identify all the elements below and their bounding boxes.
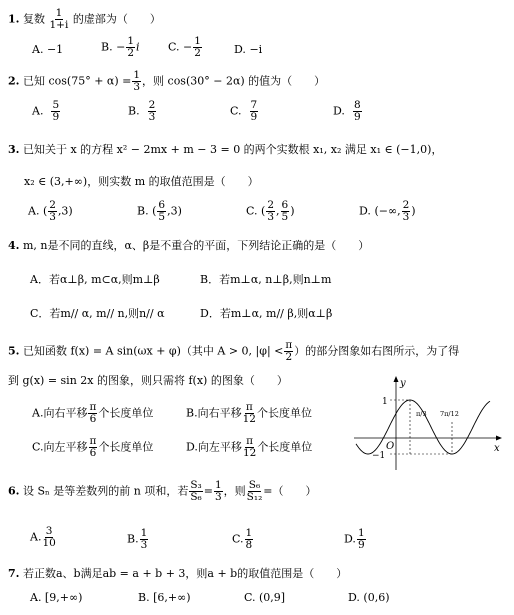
question-7-text: 若正数a、b满足ab = a + b + 3，则a + b的取值范围是（ ） [22,567,348,580]
q4-option-d: D．若m⊥α, m// β,则α⊥β [200,307,333,320]
q5-option-c: C.向左平移 $\frac{\pi}{6}$ 个长度单位 [32,435,154,460]
question-1-text-a: 复数 [22,12,45,26]
sine-curve [356,400,490,454]
x-axis-arrow [496,436,502,441]
q5-option-b: B.向右平移 $\frac{\pi}{12}$ 个长度单位 [186,401,312,426]
q2-option-a: A. $\frac{5}{9}$ [32,99,60,124]
question-5-stem: 5. 已知函数 f(x) = A sin(ωx + φ)（其中 A > 0, |φ| < $\frac{\pi}{2}$ ）的部分图象如右图所示，为了得 [8,339,460,364]
question-3-text: 已知关于 x 的方程 x² − 2mx + m − 3 = 0 的两个实数根 x₁, x₂ 满足 x₁ ∈ (−1,0)， [22,143,443,156]
q6-option-c: C. $\frac{1}{8}$ [232,527,253,552]
q4-option-a: A．若α⊥β, m⊂α,则m⊥β [30,273,160,286]
question-5-stem-line2: 到 g(x) = sin 2x 的图象，则只需将 f(x) 的图象（ ） [8,374,288,387]
question-3-number: 3. [8,143,20,156]
q6-option-a: A. $\frac{3}{10}$ [30,525,56,550]
q3-option-b: B. ( $\frac{6}{5}$ ,3) [137,199,182,224]
question-1-stem [8,8,161,31]
q1-option-b: B. − $\frac{1}{2}$ i [101,35,140,60]
q1-option-d: D. −i [234,43,263,56]
q2-option-b: B. $\frac{2}{3}$ [128,99,156,124]
sine-graph [350,372,508,472]
tick-label-7pi-12: 7π/12 [440,410,459,418]
q3-option-c: C. ( $\frac{2}{3}$ , $\frac{6}{5}$ ) [246,199,295,224]
question-6-stem: 6. 设 Sₙ 是等差数列的前 n 项和，若 $\frac{\text{S₃}}{\text{S₆}}$ = $\frac{1}{3}$ ，则 $\frac{\text{S₆}}{\text{S₁₂}}$ =（ ） [8,479,317,504]
q3-option-a: A. ( $\frac{2}{3}$ ,3) [28,199,73,224]
question-6-text-a: 设 Sₙ 是等差数列的前 n 项和，若 [22,484,189,498]
x-axis-label: x [494,443,500,454]
q6-option-d: D. $\frac{1}{9}$ [344,527,365,552]
q2-option-c: C. $\frac{7}{9}$ [230,99,258,124]
q5-option-a: A.向右平移 $\frac{\pi}{6}$ 个长度单位 [32,401,154,426]
question-1-text-b: 的虚部为（ ） [72,12,161,26]
q1-option-a: A. −1 [32,43,64,56]
fraction-numerator: 1 [55,7,63,19]
q7-option-d: D. (0,6) [348,591,390,604]
q4-option-b: B．若m⊥α, n⊥β,则n⊥m [200,273,332,286]
q4-option-c: C．若m// α, m// n,则n// α [30,307,165,320]
tick-label-one: 1 [382,397,388,407]
q7-option-b: B. [6,+∞) [138,591,191,604]
fraction-denominator: 1+i [49,19,69,32]
question-6-number: 6. [8,484,20,498]
question-4-stem [8,240,369,251]
question-5-text-b: ）的部分图象如右图所示，为了得 [294,344,460,358]
q3-option-d: D. (−∞, $\frac{2}{3}$ ) [359,199,416,224]
q5-option-d: D.向左平移 $\frac{\pi}{12}$ 个长度单位 [186,435,313,460]
question-1-fraction [49,8,68,31]
q6-option-b: B. $\frac{1}{3}$ [127,527,148,552]
y-axis-arrow [394,376,399,382]
q7-option-c: C. (0,9] [244,591,286,604]
y-axis-label: y [400,378,406,389]
question-5-text-a: 已知函数 f(x) = A sin(ωx + φ)（其中 A > 0, |φ| < [22,344,284,358]
q7-option-a: A. [9,+∞) [30,591,83,604]
question-7-number: 7. [8,567,20,580]
question-2-number: 2. [8,74,20,88]
question-4-text: m, n是不同的直线，α、β是不重合的平面，下列结论正确的是（ ） [22,239,370,252]
q2-option-d: D. $\frac{8}{9}$ [333,99,361,124]
question-3-stem-line1 [8,144,442,155]
tick-label-neg-one: −1 [372,451,386,461]
question-4-number: 4. [8,239,20,252]
question-5-number: 5. [8,344,20,358]
question-7-stem [8,568,347,579]
question-2-stem: 2. 已知 cos(75° + α) = $\frac{1}{3}$ ，则 cos(30° − 2α) 的值为（ ） [8,69,326,94]
question-3-stem-line2: x₂ ∈ (3,+∞)，则实数 m 的取值范围是（ ） [24,175,259,188]
q1-option-c: C. − $\frac{1}{2}$ [168,35,201,60]
tick-label-pi-3: π/3 [416,410,427,418]
question-1-number: 1. [8,12,20,26]
question-2-text-b: ，则 cos(30° − 2α) 的值为（ ） [142,74,326,88]
question-2-text-a: 已知 cos(75° + α) = [22,74,132,88]
origin-label: O [386,441,395,452]
